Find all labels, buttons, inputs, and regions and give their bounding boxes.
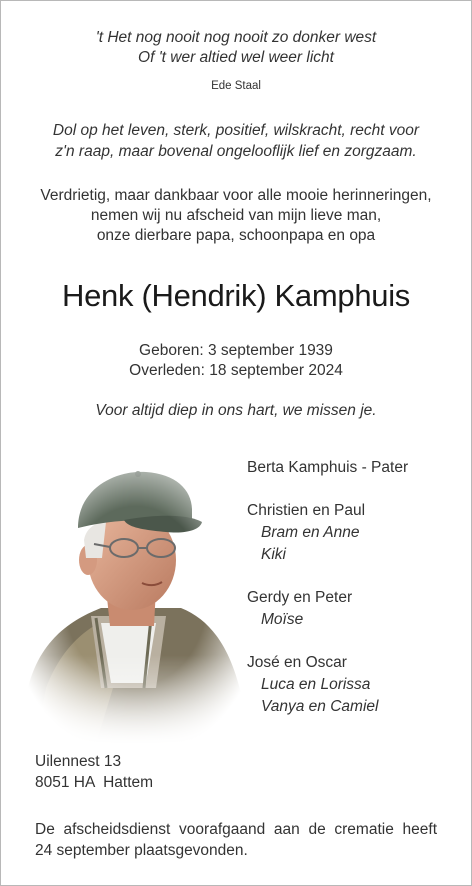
grandchildren: Moïse	[261, 610, 304, 628]
address-city: 8051 HA Hattem	[35, 774, 154, 791]
poem-line: Of 't wer altied wel weer licht	[138, 49, 334, 66]
family-member: Berta Kamphuis - Pater	[247, 459, 409, 476]
notice-line: 24 september plaatsgevonden.	[35, 842, 248, 859]
intro-line: onze dierbare papa, schoonpapa en opa	[96, 227, 376, 244]
notice-line: De afscheidsdienst voorafgaand aan de crematie heeft	[35, 821, 437, 838]
funeral-notice	[35, 819, 437, 861]
portrait-photo	[6, 448, 242, 744]
death-date: Overleden: 18 september 2024	[129, 362, 343, 379]
quote-line: z'n raap, maar bovenal ongelooflijk lief en zorgzaam.	[55, 143, 417, 160]
family-member: José en Oscar	[247, 654, 347, 672]
announcement-intro	[0, 186, 472, 246]
grandchildren: Vanya en Camiel	[261, 697, 379, 715]
quote-line: Dol op het leven, sterk, positief, wilskracht, recht voor	[52, 122, 420, 139]
grandchildren: Kiki	[261, 545, 286, 563]
poem-line: 't Het nog nooit nog nooit zo donker west	[95, 29, 377, 46]
correspondence-address	[35, 751, 153, 793]
life-dates	[0, 341, 472, 381]
memorial-motto: Voor altijd diep in ons hart, we missen je.	[95, 402, 377, 419]
birth-date: Geboren: 3 september 1939	[139, 342, 333, 359]
family-member: Christien en Paul	[247, 502, 366, 520]
grandchildren: Luca en Lorissa	[261, 675, 371, 693]
character-quote	[0, 120, 472, 162]
intro-line: nemen wij nu afscheid van mijn lieve man,	[90, 207, 382, 224]
family-list	[247, 457, 408, 717]
poem-author: Ede Staal	[211, 80, 261, 92]
poem	[0, 28, 472, 68]
family-member: Gerdy en Peter	[247, 589, 353, 607]
deceased-name: Henk (Hendrik) Kamphuis	[61, 278, 410, 313]
address-street: Uilennest 13	[35, 753, 122, 770]
grandchildren: Bram en Anne	[261, 524, 360, 542]
intro-line: Verdrietig, maar dankbaar voor alle mooie herinneringen,	[40, 187, 432, 204]
